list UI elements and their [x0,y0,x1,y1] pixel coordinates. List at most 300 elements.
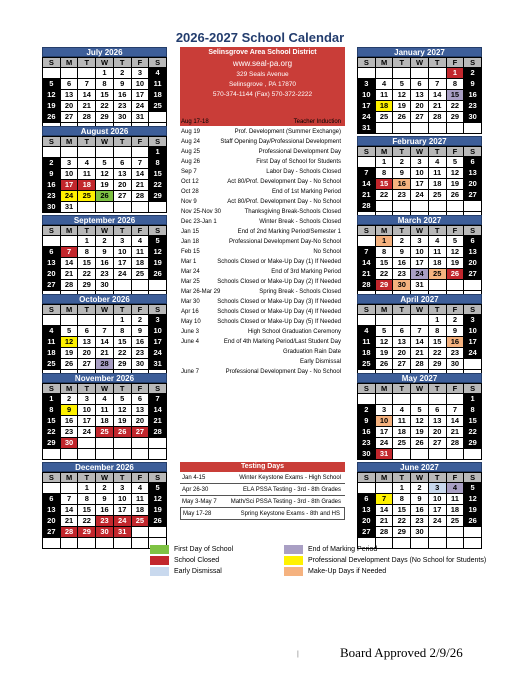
weekday-header: F [447,226,465,236]
empty-cell [114,147,132,158]
empty-cell [96,202,114,213]
day-cell: 18 [429,179,447,190]
day-cell: 31 [358,123,376,134]
empty-cell [43,68,61,79]
event-description: Winter Break - Schools Closed [259,219,341,225]
empty-cell [358,157,376,168]
day-cell: 12 [464,494,482,505]
day-cell: 15 [96,90,114,101]
empty-cell [411,68,429,79]
day-cell: 8 [78,247,96,258]
event-date: Sep 7 [181,169,197,175]
legend-label: Early Dismissal [174,568,222,575]
empty-cell [376,538,394,549]
day-cell: 3 [411,157,429,168]
day-cell: 12 [43,90,61,101]
event-row [180,137,345,147]
weekday-header: M [376,305,394,315]
day-cell: 25 [78,191,96,202]
day-cell: 13 [464,168,482,179]
weekday-header: M [61,58,79,68]
empty-cell [429,280,447,291]
day-cell: 10 [149,326,167,337]
testing-date: Jan 4-15 [182,475,206,481]
month-grid [357,225,482,302]
day-cell: 2 [132,315,150,326]
day-cell: 27 [464,190,482,201]
weekday-header: F [447,384,465,394]
event-description: End of 4th Marking Period/Last Student Day [223,339,341,345]
weekday-header: S [43,305,61,315]
empty-cell [149,449,167,460]
empty-cell [114,438,132,449]
event-description: Thanksgiving Break-Schools Closed [244,209,341,215]
day-cell: 9 [96,247,114,258]
day-cell: 23 [61,427,79,438]
day-cell: 20 [132,416,150,427]
month-november-2026 [42,373,167,460]
day-cell: 4 [429,236,447,247]
day-cell: 14 [132,169,150,180]
weekday-header: S [149,58,167,68]
day-cell: 11 [447,494,465,505]
day-cell: 17 [376,427,394,438]
weekday-header: M [61,226,79,236]
month-header: January 2027 [357,47,482,57]
day-cell: 17 [411,179,429,190]
event-date: Aug 17-18 [181,119,209,125]
event-date: Mar 30 [181,299,200,305]
day-cell: 30 [132,359,150,370]
day-cell: 21 [447,427,465,438]
weekday-header: S [149,473,167,483]
month-march-2027 [357,215,482,302]
day-cell: 23 [96,516,114,527]
day-cell: 22 [43,427,61,438]
empty-cell [96,538,114,549]
empty-cell [376,68,394,79]
day-cell: 10 [114,494,132,505]
day-cell: 9 [61,405,79,416]
month-header: December 2026 [42,462,167,472]
weekday-header: T [393,226,411,236]
weekday-header: T [393,473,411,483]
day-cell: 27 [114,191,132,202]
day-cell: 17 [429,505,447,516]
empty-cell [78,147,96,158]
day-cell: 6 [132,394,150,405]
event-description: Schools Closed or Make-Up Day (2) If Needed [217,279,341,285]
day-cell: 1 [96,68,114,79]
empty-cell [96,315,114,326]
day-cell: 25 [43,359,61,370]
day-cell: 16 [393,258,411,269]
day-cell: 22 [464,427,482,438]
weekday-header: T [114,58,132,68]
day-cell: 7 [429,79,447,90]
event-row [180,287,345,297]
day-cell: 11 [43,337,61,348]
event-description: End of 1st Marking Period [271,189,341,195]
weekday-header: T [78,137,96,147]
day-cell: 6 [411,79,429,90]
day-cell: 5 [464,483,482,494]
day-cell: 3 [464,315,482,326]
day-cell: 15 [149,169,167,180]
empty-cell [78,202,96,213]
day-cell: 15 [376,258,394,269]
event-date: Nov 9 [181,199,197,205]
event-row [180,207,345,217]
day-cell: 28 [96,359,114,370]
weekday-header: T [78,58,96,68]
day-cell: 28 [61,280,79,291]
empty-cell [61,68,79,79]
testing-days-table [180,462,345,520]
day-cell: 2 [447,315,465,326]
day-cell: 10 [464,326,482,337]
weekday-header: S [464,147,482,157]
day-cell: 18 [132,505,150,516]
empty-cell [78,438,96,449]
day-cell: 27 [61,112,79,123]
day-cell: 13 [114,169,132,180]
day-cell: 2 [43,158,61,169]
weekday-header: M [61,473,79,483]
weekday-header: M [376,226,394,236]
empty-cell [429,123,447,134]
day-cell: 7 [78,79,96,90]
weekday-header: T [114,384,132,394]
day-cell: 4 [149,68,167,79]
empty-cell [464,538,482,549]
day-cell: 13 [411,90,429,101]
day-cell: 12 [149,494,167,505]
day-cell: 12 [149,247,167,258]
day-cell: 5 [61,326,79,337]
day-cell: 3 [358,79,376,90]
empty-cell [411,201,429,212]
testing-description: Math/Sci PSSA Testing - 3rd - 8th Grades [230,499,341,505]
day-cell: 26 [43,112,61,123]
event-date: June 3 [181,329,200,335]
day-cell: 15 [393,505,411,516]
weekday-header: M [61,305,79,315]
day-cell: 25 [358,359,376,370]
day-cell: 14 [447,416,465,427]
day-cell: 13 [393,337,411,348]
day-cell: 14 [78,90,96,101]
day-cell: 2 [114,68,132,79]
event-description: Act 80/Prof. Development Day - No School [227,179,341,185]
day-cell: 16 [61,416,79,427]
day-cell: 16 [411,505,429,516]
day-cell: 17 [78,416,96,427]
weekday-header: F [447,473,465,483]
day-cell: 29 [393,527,411,538]
day-cell: 30 [96,280,114,291]
month-april-2027 [357,294,482,381]
day-cell: 4 [376,79,394,90]
empty-cell [393,123,411,134]
district-phone: 570-374-1144 (Fax) 570-372-2222 [212,91,313,98]
day-cell: 9 [393,168,411,179]
month-grid [357,57,482,134]
district-address-city: Selinsgrove , PA 17870 [228,81,297,88]
empty-cell [61,483,79,494]
event-date: Feb 15 [181,249,200,255]
month-grid [357,304,482,381]
day-cell: 19 [43,101,61,112]
day-cell: 17 [61,180,79,191]
event-row [180,247,345,257]
day-cell: 18 [393,427,411,438]
empty-cell [78,538,96,549]
event-row [180,187,345,197]
day-cell: 8 [78,494,96,505]
day-cell: 26 [393,112,411,123]
month-february-2027 [357,136,482,223]
weekday-header: S [43,384,61,394]
weekday-header: W [411,147,429,157]
day-cell: 4 [78,158,96,169]
day-cell: 17 [411,258,429,269]
day-cell: 4 [132,236,150,247]
day-cell: 4 [393,405,411,416]
weekday-header: S [43,137,61,147]
empty-cell [132,438,150,449]
day-cell: 1 [78,483,96,494]
day-cell: 25 [132,516,150,527]
page-title: 2026-2027 School Calendar [175,30,345,45]
weekday-header: S [464,58,482,68]
day-cell: 19 [61,348,79,359]
day-cell: 24 [114,269,132,280]
weekday-header: W [96,58,114,68]
day-cell: 24 [78,427,96,438]
weekday-header: S [464,473,482,483]
empty-cell [447,538,465,549]
event-row [180,227,345,237]
day-cell: 6 [464,157,482,168]
day-cell: 21 [429,101,447,112]
event-date: Nov 25-Nov 30 [181,209,222,215]
day-cell: 31 [411,280,429,291]
empty-cell [429,394,447,405]
day-cell: 14 [96,337,114,348]
day-cell: 19 [96,180,114,191]
month-header: August 2026 [42,126,167,136]
event-description: End of 3rd Marking Period [271,269,341,275]
legend-swatch [150,567,169,576]
day-cell: 22 [447,101,465,112]
month-grid [42,304,167,381]
weekday-header: T [429,226,447,236]
day-cell: 12 [411,416,429,427]
day-cell: 14 [358,258,376,269]
day-cell: 10 [429,494,447,505]
month-header: May 2027 [357,373,482,383]
day-cell: 11 [132,247,150,258]
weekday-header: T [429,384,447,394]
day-cell: 10 [358,90,376,101]
empty-cell [464,449,482,460]
day-cell: 29 [447,112,465,123]
day-cell: 12 [96,169,114,180]
day-cell: 1 [78,236,96,247]
day-cell: 24 [61,191,79,202]
day-cell: 21 [376,516,394,527]
weekday-header: M [376,384,394,394]
event-row [180,267,345,277]
day-cell: 13 [43,258,61,269]
day-cell: 30 [411,527,429,538]
weekday-header: S [149,226,167,236]
day-cell: 28 [149,427,167,438]
day-cell: 19 [411,427,429,438]
day-cell: 18 [376,101,394,112]
day-cell: 23 [96,269,114,280]
day-cell: 15 [429,337,447,348]
event-row [180,297,345,307]
weekday-header: S [464,305,482,315]
weekday-header: F [447,147,465,157]
day-cell: 26 [96,191,114,202]
day-cell: 25 [447,516,465,527]
day-cell: 12 [447,247,465,258]
empty-cell [376,394,394,405]
day-cell: 12 [114,405,132,416]
event-date: Oct 28 [181,189,199,195]
day-cell: 9 [464,79,482,90]
day-cell: 26 [447,190,465,201]
day-cell: 6 [393,326,411,337]
day-cell: 16 [43,180,61,191]
day-cell: 18 [132,258,150,269]
event-date: Apr 16 [181,309,199,315]
weekday-header: S [358,147,376,157]
event-description: First Day of School for Students [256,159,341,165]
day-cell: 22 [429,348,447,359]
day-cell: 25 [393,438,411,449]
weekday-header: W [96,473,114,483]
event-date: June 7 [181,369,200,375]
month-july-2026 [42,47,167,134]
day-cell: 8 [429,326,447,337]
day-cell: 16 [447,337,465,348]
day-cell: 7 [96,326,114,337]
event-description: Schools Closed or Make-Up Day (1) If Needed [217,259,341,265]
weekday-header: W [411,305,429,315]
event-description: Graduation Rain Date [282,349,341,355]
empty-cell [429,527,447,538]
day-cell: 12 [376,337,394,348]
day-cell: 10 [61,169,79,180]
testing-date: Apr 26-30 [182,487,209,493]
day-cell: 27 [43,527,61,538]
event-row [180,127,345,137]
day-cell: 30 [61,438,79,449]
empty-cell [447,394,465,405]
day-cell: 5 [114,394,132,405]
legend-label: First Day of School [174,546,234,553]
day-cell: 18 [358,348,376,359]
empty-cell [132,527,150,538]
day-cell: 1 [376,236,394,247]
day-cell: 6 [43,494,61,505]
event-description: Prof. Development (Summer Exchange) [234,129,341,135]
day-cell: 15 [43,416,61,427]
day-cell: 29 [376,280,394,291]
day-cell: 14 [376,505,394,516]
weekday-header: S [358,473,376,483]
day-cell: 19 [393,101,411,112]
weekday-header: M [376,147,394,157]
day-cell: 31 [132,112,150,123]
day-cell: 10 [376,416,394,427]
empty-cell [61,236,79,247]
day-cell: 18 [447,505,465,516]
event-row [180,327,345,337]
district-address-street: 329 Seals Avenue [236,71,289,78]
event-date: Aug 26 [181,159,201,165]
day-cell: 11 [393,416,411,427]
day-cell: 31 [376,449,394,460]
day-cell: 7 [358,247,376,258]
day-cell: 5 [447,157,465,168]
empty-cell [393,68,411,79]
weekday-header: W [96,305,114,315]
day-cell: 8 [447,79,465,90]
day-cell: 28 [447,438,465,449]
day-cell: 14 [429,90,447,101]
legend-label: School Closed [174,557,220,564]
day-cell: 31 [114,527,132,538]
day-cell: 7 [132,158,150,169]
event-description: No School [313,249,341,255]
empty-cell [447,123,465,134]
day-cell: 2 [96,236,114,247]
day-cell: 22 [78,269,96,280]
legend-swatch [284,556,303,565]
district-website[interactable]: www.seal-pa.org [232,59,293,68]
empty-cell [429,68,447,79]
month-header: March 2027 [357,215,482,225]
testing-description: ELA PSSA Testing - 3rd - 8th Grades [243,487,341,493]
month-header: June 2027 [357,462,482,472]
day-cell: 15 [464,416,482,427]
day-cell: 26 [149,516,167,527]
weekday-header: S [43,473,61,483]
empty-cell [411,394,429,405]
weekday-header: T [393,305,411,315]
day-cell: 8 [376,168,394,179]
day-cell: 31 [149,359,167,370]
weekday-header: W [411,384,429,394]
day-cell: 7 [61,247,79,258]
empty-cell [358,315,376,326]
day-cell: 7 [149,394,167,405]
day-cell: 5 [43,79,61,90]
weekday-header: W [96,137,114,147]
day-cell: 18 [78,180,96,191]
month-grid [42,225,167,302]
day-cell: 24 [149,348,167,359]
empty-cell [43,449,61,460]
weekday-header: S [149,305,167,315]
day-cell: 8 [376,247,394,258]
event-row [180,237,345,247]
